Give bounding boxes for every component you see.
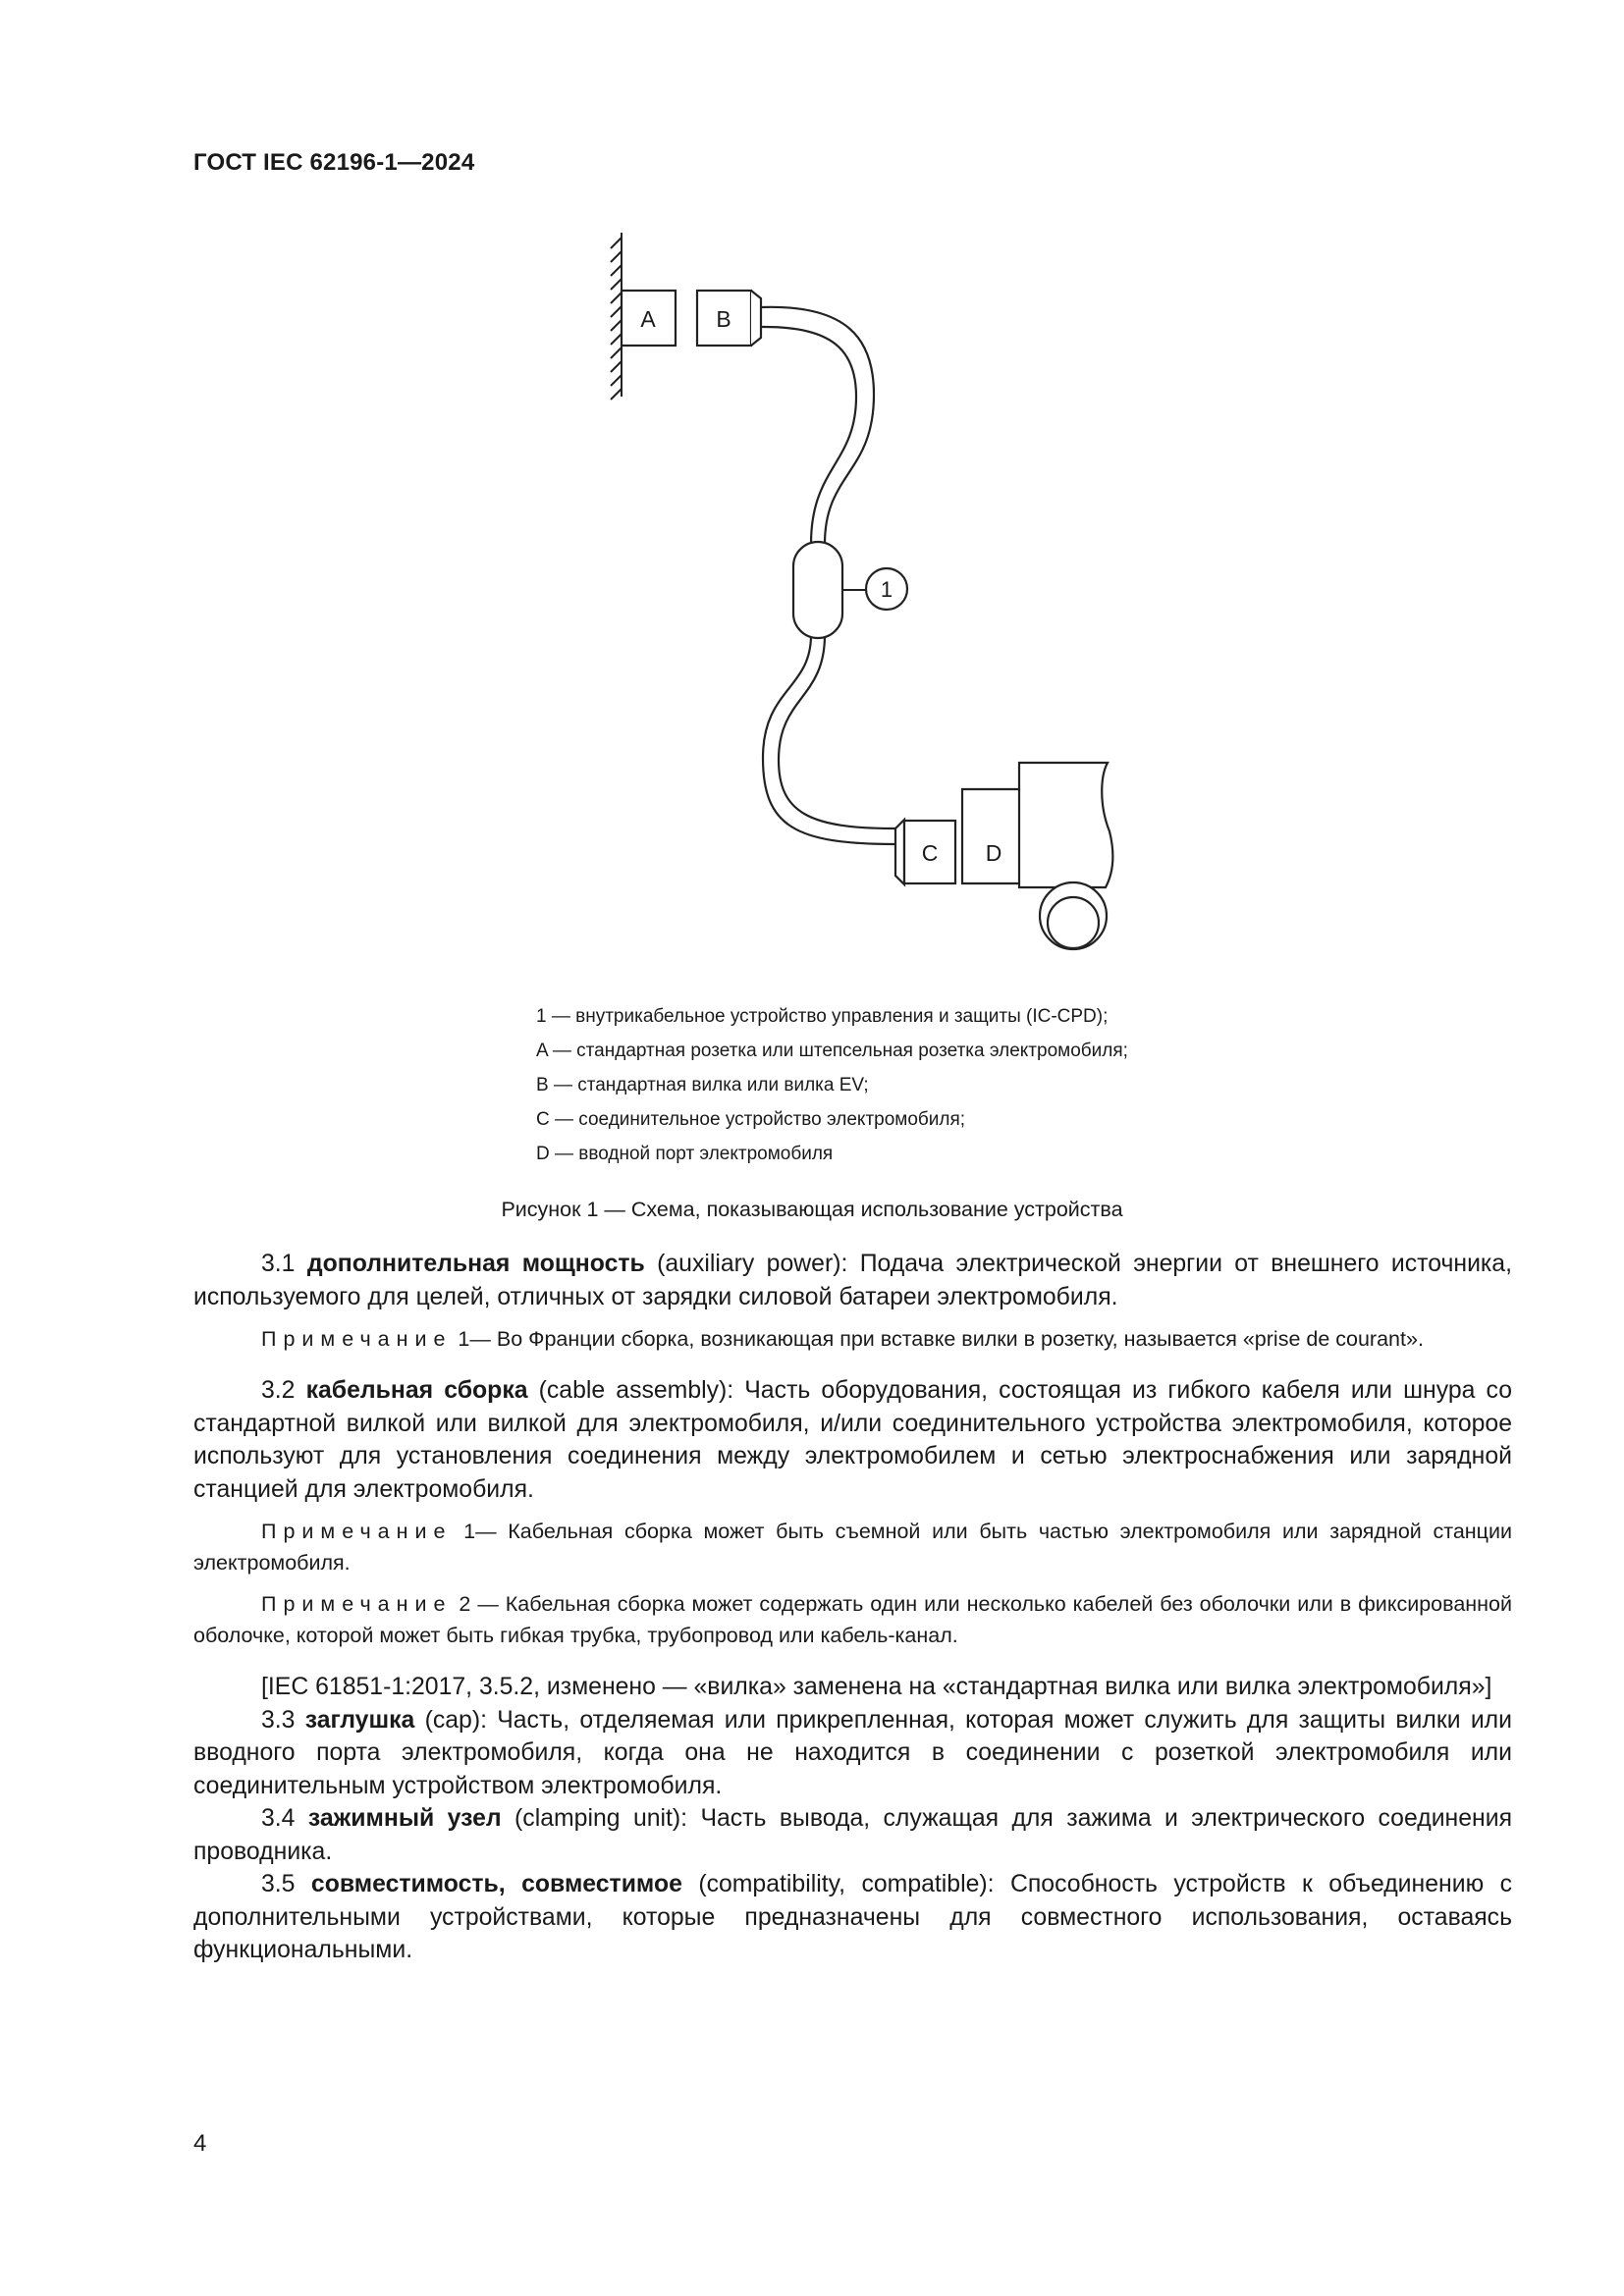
term-title: заглушка	[304, 1706, 415, 1734]
term-3-5: 3.5 совместимость, совместимое (compatibility, compatible): Способность устройств к объединению с дополнительными устройствами, которые предназначены для совместного использования, оставаясь функциональными.	[193, 1871, 1512, 1963]
legend-item: 1 — внутрикабельное устройство управления и защиты (IC-CPD);	[536, 1006, 1109, 1027]
wall-hatching	[611, 233, 622, 400]
figure-1-diagram	[589, 228, 1139, 954]
ic-cpd-body	[793, 542, 842, 638]
term-title: дополнительная мощность	[306, 1251, 645, 1277]
vehicle-wheel-inner	[1048, 897, 1099, 948]
term-3-3: 3.3 заглушка (cap): Часть, отделяемая или прикрепленная, которая может служить для защиты вилки или вводного порта электромобиля, когда она не находится в соединении с розеткой электромобиля или соединительным устройством электромобиля.	[193, 1706, 1512, 1799]
figure-legend	[536, 999, 1128, 1171]
legend-item: C — соединительное устройство электромобиля;	[536, 1109, 966, 1130]
note-3-1-1: Примечание 1— Во Франции сборка, возникающая при вставке вилки в розетку, называется «prise de courant».	[261, 1327, 1424, 1351]
term-title: совместимость, совместимое	[310, 1871, 682, 1897]
label-d: D	[985, 840, 1002, 866]
note-3-2-1: Примечание 1— Кабельная сборка может быть съемной или быть частью электромобиля или зарядной станции электромобиля.	[193, 1520, 1512, 1575]
source-3-2: [IEC 61851-1:2017, 3.5.2, изменено — «вилка» заменена на «стандартная вилка или вилка электромобиля»]	[261, 1674, 1492, 1700]
document-header: ГОСТ IEC 62196-1—2024	[193, 149, 475, 176]
term-3-1: 3.1 дополнительная мощность (auxiliary power): Подача электрической энергии от внешнего источника, используемого для целей, отличных от зарядки силовой батареи электромобиля.	[193, 1251, 1512, 1310]
label-b: B	[716, 306, 731, 332]
document-body	[193, 1248, 1512, 1967]
note-3-2-2: Примечание 2 — Кабельная сборка может содержать один или несколько кабелей без оболочки или в фиксированной оболочке, которой может быть гибкая трубка, трубопровод или кабель-канал.	[193, 1592, 1512, 1647]
figure-caption: Рисунок 1 — Схема, показывающая использование устройства	[501, 1198, 1123, 1221]
callout-label: 1	[880, 577, 893, 602]
label-c: C	[921, 840, 939, 866]
term-3-4: 3.4 зажимный узел (clamping unit): Часть вывода, служащая для зажима и электрического соединения проводника.	[193, 1805, 1513, 1865]
vehicle-outline	[962, 763, 1112, 887]
term-title: кабельная сборка	[305, 1377, 528, 1404]
legend-item: B — стандартная вилка или вилка EV;	[536, 1075, 869, 1095]
term-title: зажимный узел	[307, 1805, 502, 1832]
label-a: A	[640, 306, 656, 332]
term-3-2: 3.2 кабельная сборка (cable assembly): Часть оборудования, состоящая из гибкого кабеля или шнура со стандартной вилкой или вилкой для электромобиля, и/или соединительного устройства электромобиля, которое используют для установления соединения между электромобилем и сетью электроснабжения или зарядной станцией для электромобиля.	[193, 1377, 1512, 1503]
legend-item: A — стандартная розетка или штепсельная розетка электромобиля;	[536, 1041, 1128, 1061]
page-number: 4	[193, 2130, 207, 2157]
legend-item: D — вводной порт электромобиля	[536, 1144, 834, 1164]
